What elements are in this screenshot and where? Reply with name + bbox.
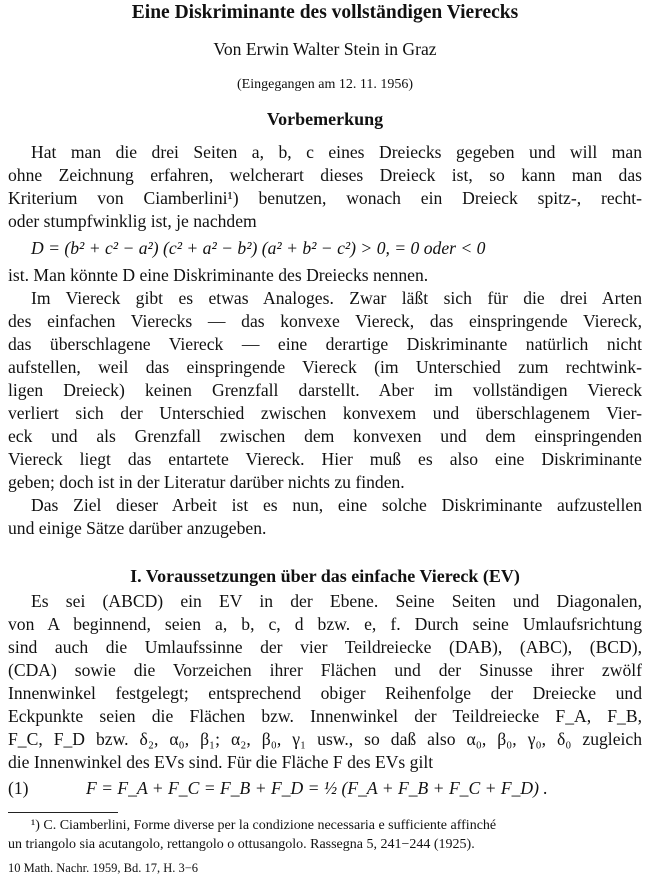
para2-line-2: des einfachen Vierecks — das konvexe Viereck, das einspringende Viereck, [8,311,642,331]
paper-title: Eine Diskriminante des vollständigen Vierecks [131,2,519,23]
section-heading-1: I. Voraussetzungen über das einfache Viereck (EV) [130,566,520,586]
footnote-line-2: un triangolo sia acutangolo, rettangolo o ottusangolo. Rassegna 5, 241−244 (1925). [8,837,475,852]
preface-line-3: Kriterium von Ciamberlini¹) benutzen, wonach ein Dreieck spitz-, recht- [8,188,642,208]
preface-line-4: oder stumpfwinklig ist, je nachdem [8,211,257,231]
journal-footer: 10 Math. Nachr. 1959, Bd. 17, H. 3−6 [8,861,199,875]
sec1-line-6: Eckpunkte seien die Flächen bzw. Innenwinkel der Teildreiecke F_A, F_B, [8,706,642,726]
sec1-line-8: die Innenwinkel des EVs sind. Für die Fläche F des EVs gilt [8,752,434,772]
footnote-line-1: ¹) C. Ciamberlini, Forme diverse per la condizione necessaria e sufficiente affinché [31,818,497,833]
footnote-rule [8,812,118,813]
para3-line-1: Das Ziel dieser Arbeit ist es nun, eine solche Diskriminante aufzustellen [31,495,642,515]
equation-1: F = F_A + F_C = F_B + F_D = ½ (F_A + F_B + F_C + F_D) . [86,778,548,798]
para2-line-6: verliert sich der Unterschied zwischen konvexem und überschlagenem Vier- [8,403,642,423]
after-formula-line: ist. Man könnte D eine Diskriminante des Dreiecks nennen. [8,265,429,285]
para2-line-8: Viereck liegt das entartete Viereck. Hier muß es also eine Diskriminante [8,449,642,469]
preface-line-1: Hat man die drei Seiten a, b, c eines Dreiecks gegeben und will man [31,142,642,162]
para2-line-5: ligen Dreieck) keinen Grenzfall darstellt. Aber im vollständigen Viereck [8,380,642,400]
formula-discriminant: D = (b² + c² − a²) (c² + a² − b²) (a² + b² − c²) > 0, = 0 oder < 0 [31,238,486,258]
para3-line-2: und einige Sätze darüber anzugeben. [8,518,267,538]
para2-line-4: aufstellen, weil das einspringende Viereck (im Unterschied zum rechtwink- [8,357,642,377]
sec1-line-7: F_C, F_D bzw. δ₂, α₀, β₁; α₂, β₀, γ₁ usw., so daß also α₀, β₀, γ₀, δ₀ zugleich [8,729,642,749]
para2-line-3: das überschlagene Viereck — eine derartige Diskriminante natürlich nicht [8,334,642,354]
author-line: Von Erwin Walter Stein in Graz [213,39,437,59]
sec1-line-1: Es sei (ABCD) ein EV in der Ebene. Seine Seiten und Diagonalen, [31,591,642,611]
para2-line-9: geben; doch ist in der Literatur darüber nichts zu finden. [8,472,405,492]
para2-line-7: eck und als Grenzfall zwischen dem konvexen und dem einspringenden [8,426,642,446]
sec1-line-5: Innenwinkel festgelegt; entsprechend obiger Reihenfolge der Dreiecke und [8,683,642,703]
preface-line-2: ohne Zeichnung erfahren, welcherart dieses Dreieck ist, so kann man das [8,165,642,185]
received-date: (Eingegangen am 12. 11. 1956) [237,77,413,92]
sec1-line-4: (CDA) sowie die Vorzeichen ihrer Flächen und der Sinusse ihrer zwölf [8,660,642,680]
section-heading-preface: Vorbemerkung [266,109,384,129]
sec1-line-3: sind auch die Umlaufssinne der vier Teildreiecke (DAB), (ABC), (BCD), [8,637,642,657]
equation-1-label: (1) [8,778,29,798]
para2-line-1: Im Viereck gibt es etwas Analoges. Zwar läßt sich für die drei Arten [31,288,642,308]
sec1-line-2: von A beginnend, seien a, b, c, d bzw. e, f. Durch seine Umlaufsrichtung [8,614,642,634]
